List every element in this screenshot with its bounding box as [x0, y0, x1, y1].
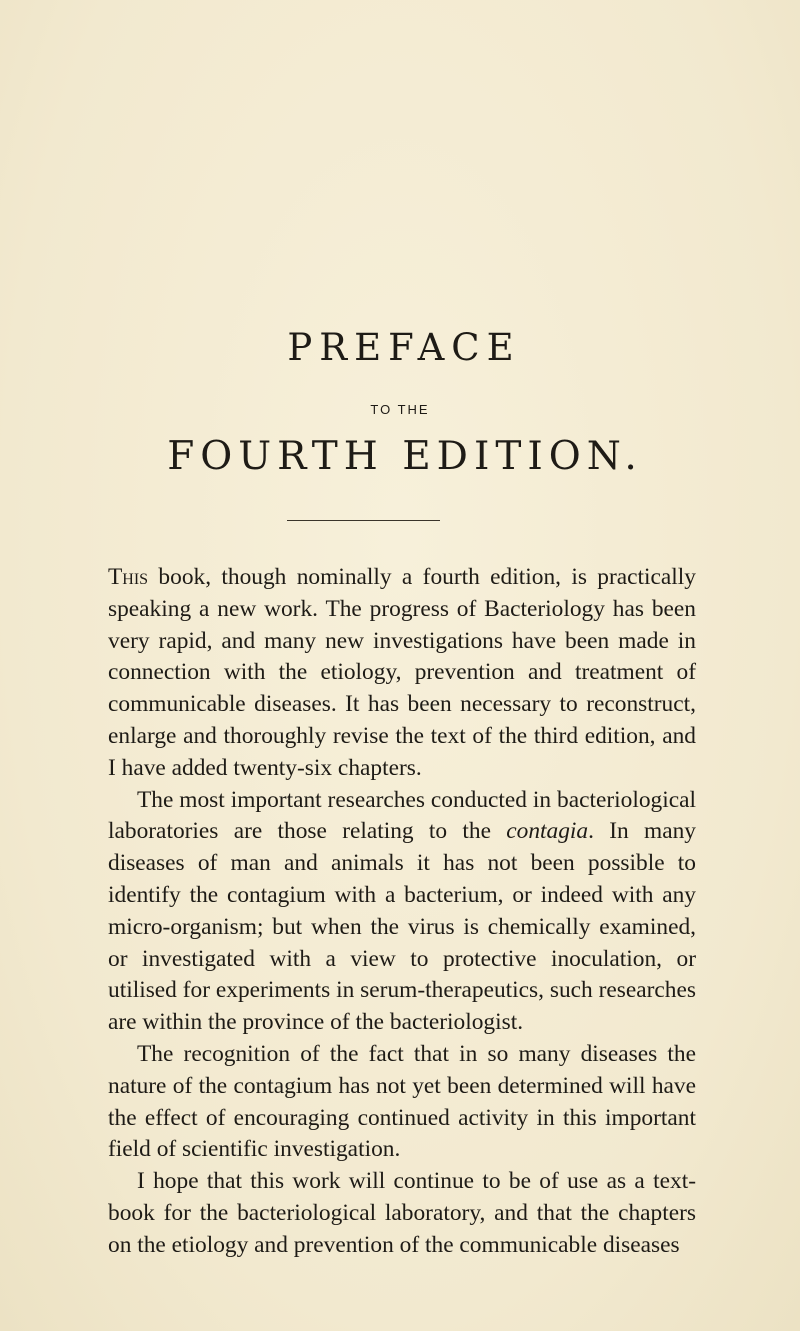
preface-body: [108, 562, 696, 1262]
page-title: PREFACE: [287, 326, 521, 369]
paragraph-2-text-after: . In many diseases of man and animals it has not been possible to identify the contagium with a bacterium, or indeed with any micro-organism; but when the virus is chemically examined, or investigated with a view to protective inoculation, or utilised for experiments in serum-therapeutics, such researches are within the province of the bacteriologist.: [108, 818, 696, 1036]
edition-heading: FOURTH EDITION.: [167, 434, 643, 479]
paragraph-2: [108, 785, 696, 1039]
lead-word: This: [108, 564, 149, 590]
section-divider: [287, 520, 440, 521]
paragraph-1: [108, 562, 696, 785]
paragraph-1-text: book, though nominally a fourth edition, is practically speaking a new work. The progress of Bacteriology has been very rapid, and many new investigations have been made in connection with the etiology, prevention and treatment of communicable diseases. It has been necessary to reconstruct, enlarge and thoroughly revise the text of the third edition, and I have added twenty-six chapters.: [108, 564, 696, 781]
page-subtitle: TO THE: [370, 402, 430, 417]
paragraph-3-text: The recognition of the fact that in so many diseases the nature of the contagium has not yet been determined will have the effect of encouraging continued activity in this important field of scientific investigation.: [108, 1040, 696, 1163]
paragraph-3: [108, 1039, 696, 1166]
paragraph-4: [108, 1166, 696, 1261]
italic-term: contagia: [506, 818, 589, 845]
paragraph-4-text: I hope that this work will continue to be of use as a text-book for the bacteriological laboratory, and that the chapters on the etiology and prevention of the communicable diseases: [108, 1168, 696, 1258]
paragraph-2-text-before: The most important researches conducted in bacteriological laboratories are those relating to the: [108, 786, 696, 845]
